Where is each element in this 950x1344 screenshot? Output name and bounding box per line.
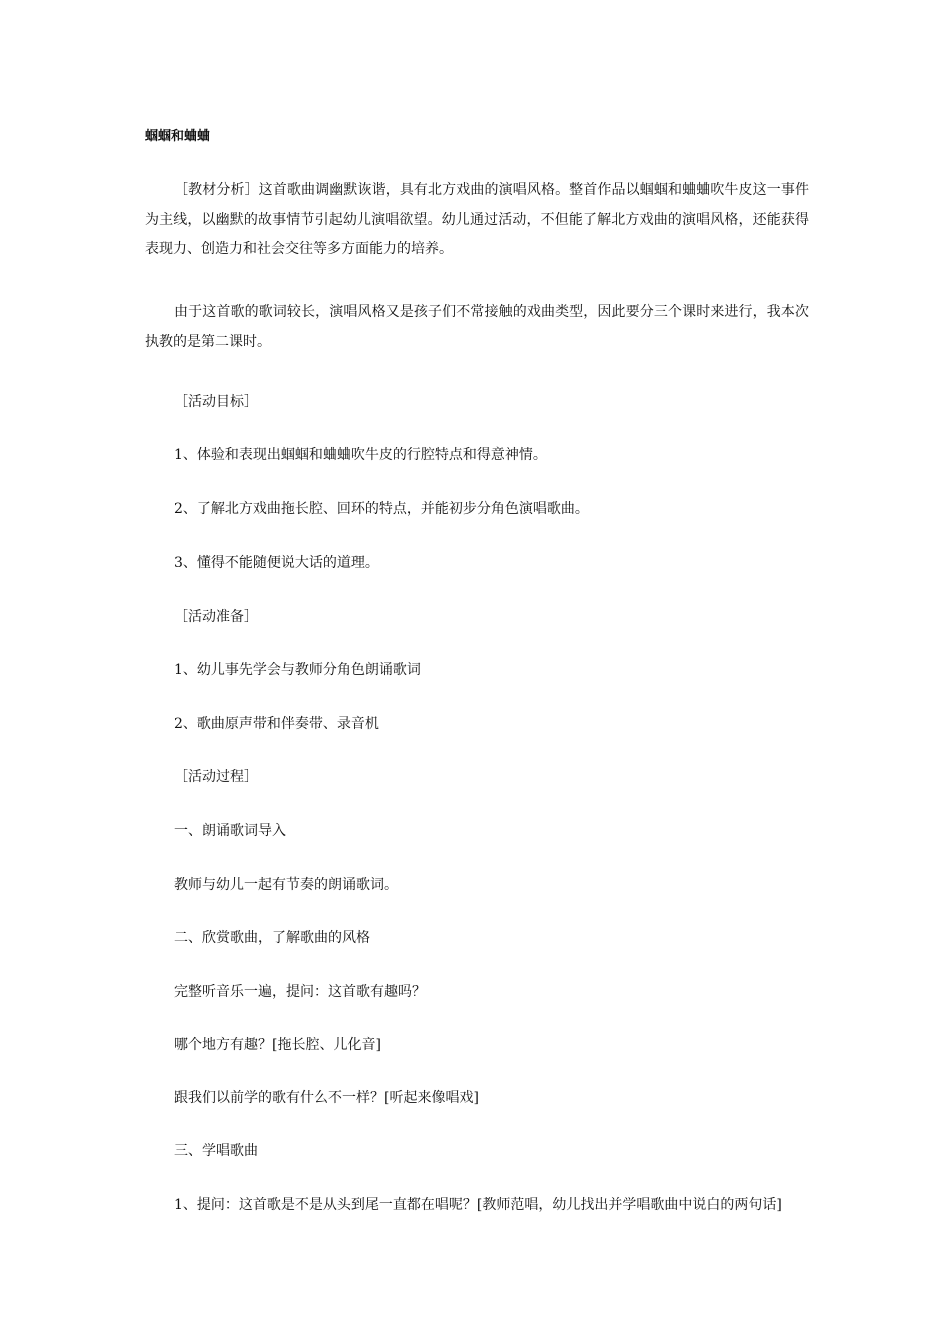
prep-item-1: 1、幼儿事先学会与教师分角色朗诵歌词 [174,662,421,678]
step-3-title: 三、学唱歌曲 [174,1143,258,1159]
process-heading: ［活动过程］ [174,769,258,785]
step-3-item-1: 1、提问：这首歌是不是从头到尾一直都在唱呢？[教师范唱，幼儿找出并学唱歌曲中说白的两句话] [174,1197,782,1213]
step-1-title: 一、朗诵歌词导入 [174,823,286,839]
goal-item-1: 1、体验和表现出蝈蝈和蛐蛐吹牛皮的行腔特点和得意神情。 [174,447,547,463]
step-2-question-2: 哪个地方有趣？[拖长腔、儿化音] [174,1037,381,1053]
goals-heading: ［活动目标］ [174,394,258,410]
step-2-title: 二、欣赏歌曲，了解歌曲的风格 [174,930,370,946]
goal-item-3: 3、懂得不能随便说大话的道理。 [174,555,379,571]
step-2-question-3: 跟我们以前学的歌有什么不一样？[听起来像唱戏] [174,1090,479,1106]
goal-item-2: 2、了解北方戏曲拖长腔、回环的特点，并能初步分角色演唱歌曲。 [174,501,589,517]
prep-heading: ［活动准备］ [174,609,258,625]
document-title: 蝈蝈和蛐蛐 [145,129,211,144]
step-2-question-1: 完整听音乐一遍，提问：这首歌有趣吗？ [174,984,426,1000]
step-1-text: 教师与幼儿一起有节奏的朗诵歌词。 [174,877,398,893]
prep-item-2: 2、歌曲原声带和伴奏带、录音机 [174,716,379,732]
analysis-paragraph: ［教材分析］这首歌曲调幽默诙谐，具有北方戏曲的演唱风格。整首作品以蝈蝈和蛐蛐吹牛皮这一事件为主线，以幽默的故事情节引起幼儿演唱欲望。幼儿通过活动，不但能了解北方戏曲的演唱风格，还能获得表现力、创造力和社会交往等多方面能力的培养。 [145,182,809,257]
intro-paragraph: 由于这首歌的歌词较长，演唱风格又是孩子们不常接触的戏曲类型，因此要分三个课时来进行，我本次执教的是第二课时。 [145,304,809,350]
